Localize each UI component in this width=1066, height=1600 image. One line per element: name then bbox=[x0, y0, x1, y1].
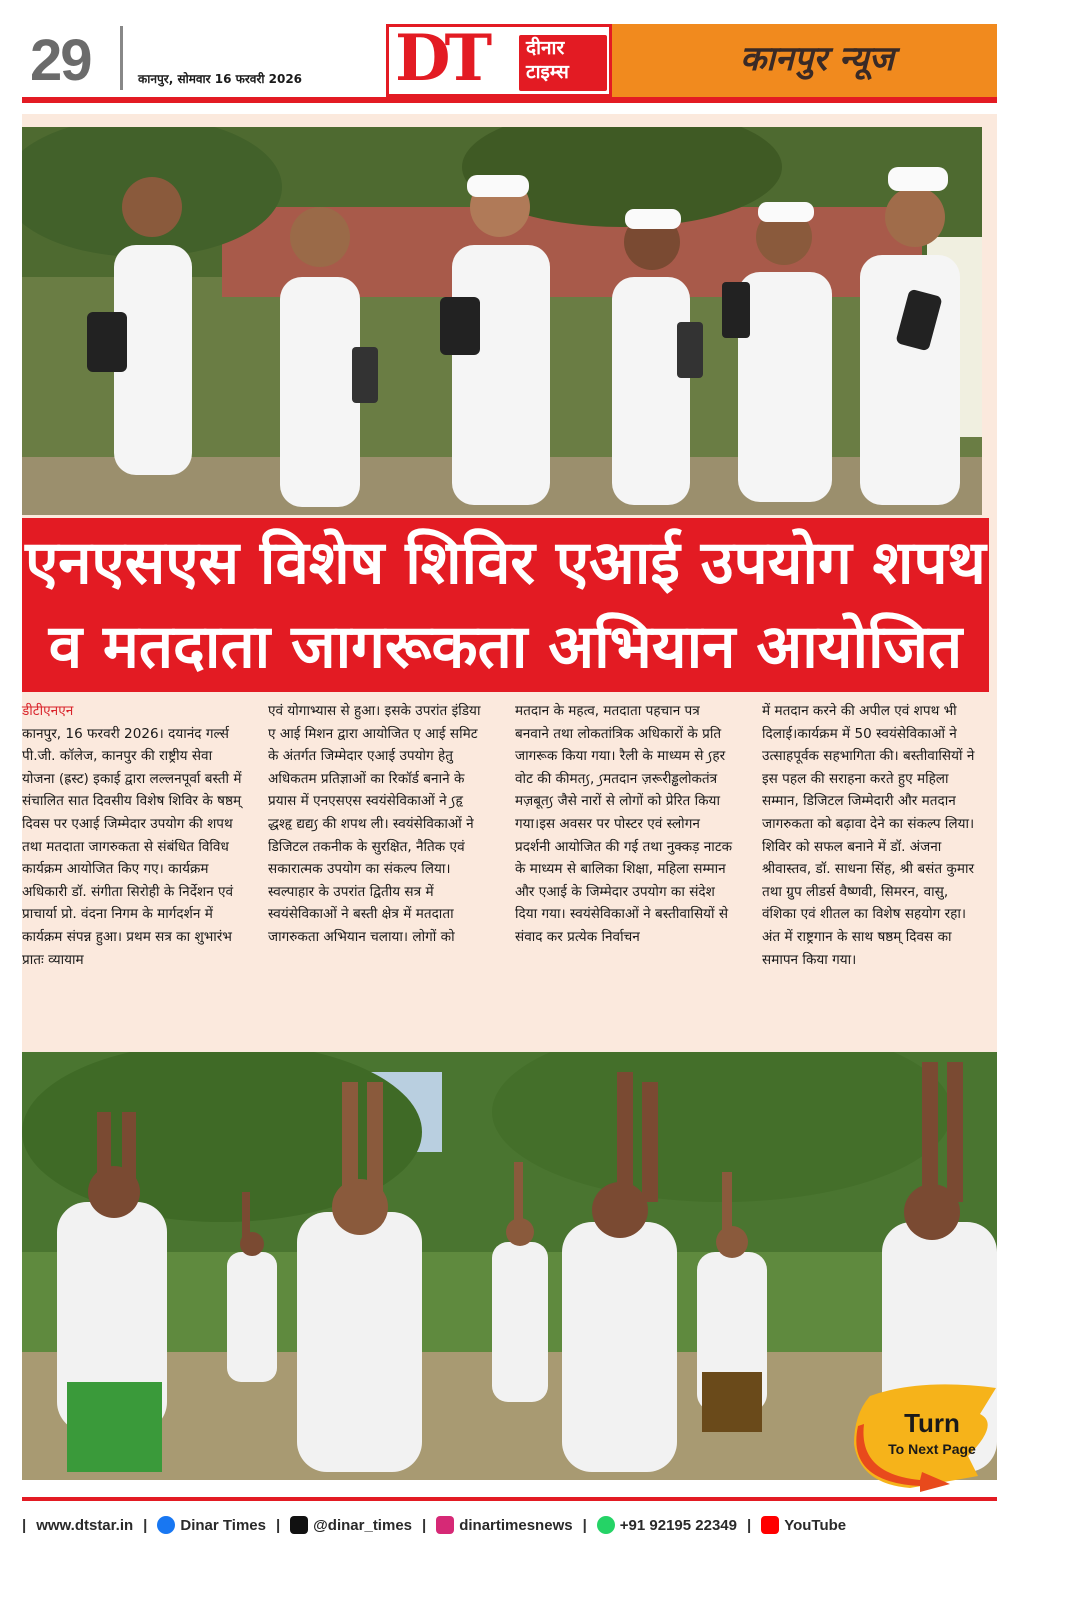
turn-arrow-icon bbox=[850, 1384, 998, 1492]
section-title: कानपुर न्यूज bbox=[740, 39, 894, 79]
instagram-icon bbox=[436, 1516, 454, 1534]
logo-letters: DT bbox=[395, 21, 487, 96]
footer-x[interactable] bbox=[290, 1516, 412, 1534]
footer-separator: | bbox=[582, 1516, 587, 1534]
x-handle[interactable]: @dinar_times bbox=[313, 1516, 412, 1534]
footer-rule bbox=[22, 1497, 997, 1501]
dateline-date: सोमवार 16 फरवरी 2026 bbox=[177, 72, 303, 86]
article-column-3 bbox=[515, 700, 735, 949]
dateline bbox=[138, 70, 302, 87]
turn-line-1: Turn bbox=[904, 1408, 960, 1438]
footer-facebook[interactable] bbox=[157, 1516, 266, 1534]
footer-youtube[interactable] bbox=[761, 1516, 846, 1534]
facebook-icon bbox=[157, 1516, 175, 1534]
turn-to-next-page-badge bbox=[850, 1384, 998, 1492]
article-text-2: एवं योगाभ्यास से हुआ। इसके उपरांत इंडिया ए आई मिशन द्वारा आयोजित ए आई समिट के अंतर्गत जिम्मेदार एआई उपयोग हेतु अधिकतम प्रतिज्ञाओं का रिकॉर्ड बनाने के प्रयास में एनएसएस स्वयंसेविकाओं ने ꠹हृ द्धश्हृ द्यद्य꠹ की शपथ ली। स्वयंसेविकाओं ने डिजिटल तकनीक के सुरक्षित, नैतिक एवं सकारात्मक उपयोग का संकल्प लिया। स्वल्पाहार के उपरांत द्वितीय सत्र में स्वयंसेविकाओं ने बस्ती क्षेत्र में मतदाता जागरुकता अभियान चलाया। लोगों को bbox=[268, 703, 481, 945]
footer-separator: | bbox=[422, 1516, 427, 1534]
footer-instagram[interactable] bbox=[436, 1516, 572, 1534]
youtube-icon bbox=[761, 1516, 779, 1534]
header-rule bbox=[22, 97, 997, 103]
header-divider bbox=[120, 26, 123, 90]
footer-social-bar bbox=[22, 1512, 997, 1538]
website-link[interactable]: www.dtstar.in bbox=[36, 1516, 134, 1534]
footer-separator: | bbox=[275, 1516, 281, 1534]
article-byline: डीटीएनएन bbox=[22, 703, 74, 719]
whatsapp-number[interactable]: +91 92195 22349 bbox=[619, 1516, 737, 1534]
top-photo bbox=[22, 127, 982, 515]
page-number: 29 bbox=[30, 28, 91, 93]
newspaper-logo bbox=[386, 21, 612, 97]
footer-separator: | bbox=[746, 1516, 752, 1534]
instagram-handle[interactable]: dinartimesnews bbox=[459, 1516, 573, 1534]
footer-separator: | bbox=[22, 1516, 27, 1534]
footer-whatsapp[interactable] bbox=[597, 1516, 737, 1534]
youtube-label[interactable]: YouTube bbox=[784, 1516, 847, 1534]
article-column-1 bbox=[22, 700, 242, 971]
article-column-4 bbox=[762, 700, 982, 971]
headline-line-2: व मतदाता जागरूकता अभियान आयोजित bbox=[48, 612, 963, 682]
top-photo-illustration bbox=[22, 127, 982, 515]
facebook-handle[interactable]: Dinar Times bbox=[180, 1516, 266, 1534]
x-icon bbox=[290, 1516, 308, 1534]
footer-separator: | bbox=[143, 1516, 148, 1534]
article-text-3: मतदान के महत्व, मतदाता पहचान पत्र बनवाने तथा लोकतांत्रिक अधिकारों के प्रति जागरूक किया गया। रैली के माध्यम से ꠹हर वोट की कीमत꠹, ꠹मतदान ज़रूरीड्ढलोकतंत्र मज़बूत꠹ जैसे नारों से लोगों को प्रेरित किया गया।इस अवसर पर पोस्टर एवं स्लोगन प्रदर्शनी आयोजित की गई तथा नुक्कड़ नाटक के माध्यम से बालिका शिक्षा, महिला सम्मान और एआई के जिम्मेदार उपयोग का संदेश दिया गया। स्वयंसेविकाओं ने बस्तीवासियों से संवाद कर प्रत्येक निर्वाचन bbox=[515, 703, 733, 945]
logo-name-line2: टाइम्स bbox=[526, 61, 569, 83]
whatsapp-icon bbox=[597, 1516, 615, 1534]
footer-website[interactable] bbox=[36, 1517, 133, 1534]
headline-line-1: एनएसएस विशेष शिविर एआई उपयोग शपथ bbox=[25, 528, 986, 598]
turn-line-2: To Next Page bbox=[888, 1441, 976, 1457]
article-text-4: में मतदान करने की अपील एवं शपथ भी दिलाई।कार्यक्रम में 50 स्वयंसेविकाओं ने उत्साहपूर्वक सहभागिता की। बस्तीवासियों ने इस पहल की सराहना करते हुए महिला सम्मान, डिजिटल जिम्मेदारी और मतदान जागरुकता को बढ़ावा देने का संकल्प लिया। शिविर को सफल बनाने में डॉ. अंजना श्रीवास्तव, डॉ. साधना सिंह, श्री बसंत कुमार तथा ग्रुप लीडर्स वैष्णवी, सिमरन, वासु, वंशिका एवं शीतल का विशेष सहयोग रहा। अंत में राष्ट्रगान के साथ षष्ठम् दिवस का समापन किया गया। bbox=[762, 703, 975, 968]
dateline-city: कानपुर, bbox=[138, 72, 174, 86]
article-text-1: कानपुर, 16 फरवरी 2026। दयानंद गर्ल्स पी.जी. कॉलेज, कानपुर की राष्ट्रीय सेवा योजना (ह्रस्ट) इकाई द्वारा लल्लनपूर्वा बस्ती में संचालित सात दिवसीय विशेष शिविर के षष्ठम् दिवस पर एआई जिम्मेदार उपयोग की शपथ तथा मतदाता जागरुकता से संबंधित विविध कार्यक्रम आयोजित किए गए। कार्यक्रम अधिकारी डॉ. संगीता सिरोही के निर्देशन एवं प्राचार्या प्रो. वंदना निगम के मार्गदर्शन में कार्यक्रम संपन्न हुआ। प्रथम सत्र का शुभारंभ प्रातः व्यायाम bbox=[22, 725, 242, 968]
logo-name-line1: दीनार bbox=[526, 37, 565, 59]
article-column-2 bbox=[268, 700, 488, 949]
